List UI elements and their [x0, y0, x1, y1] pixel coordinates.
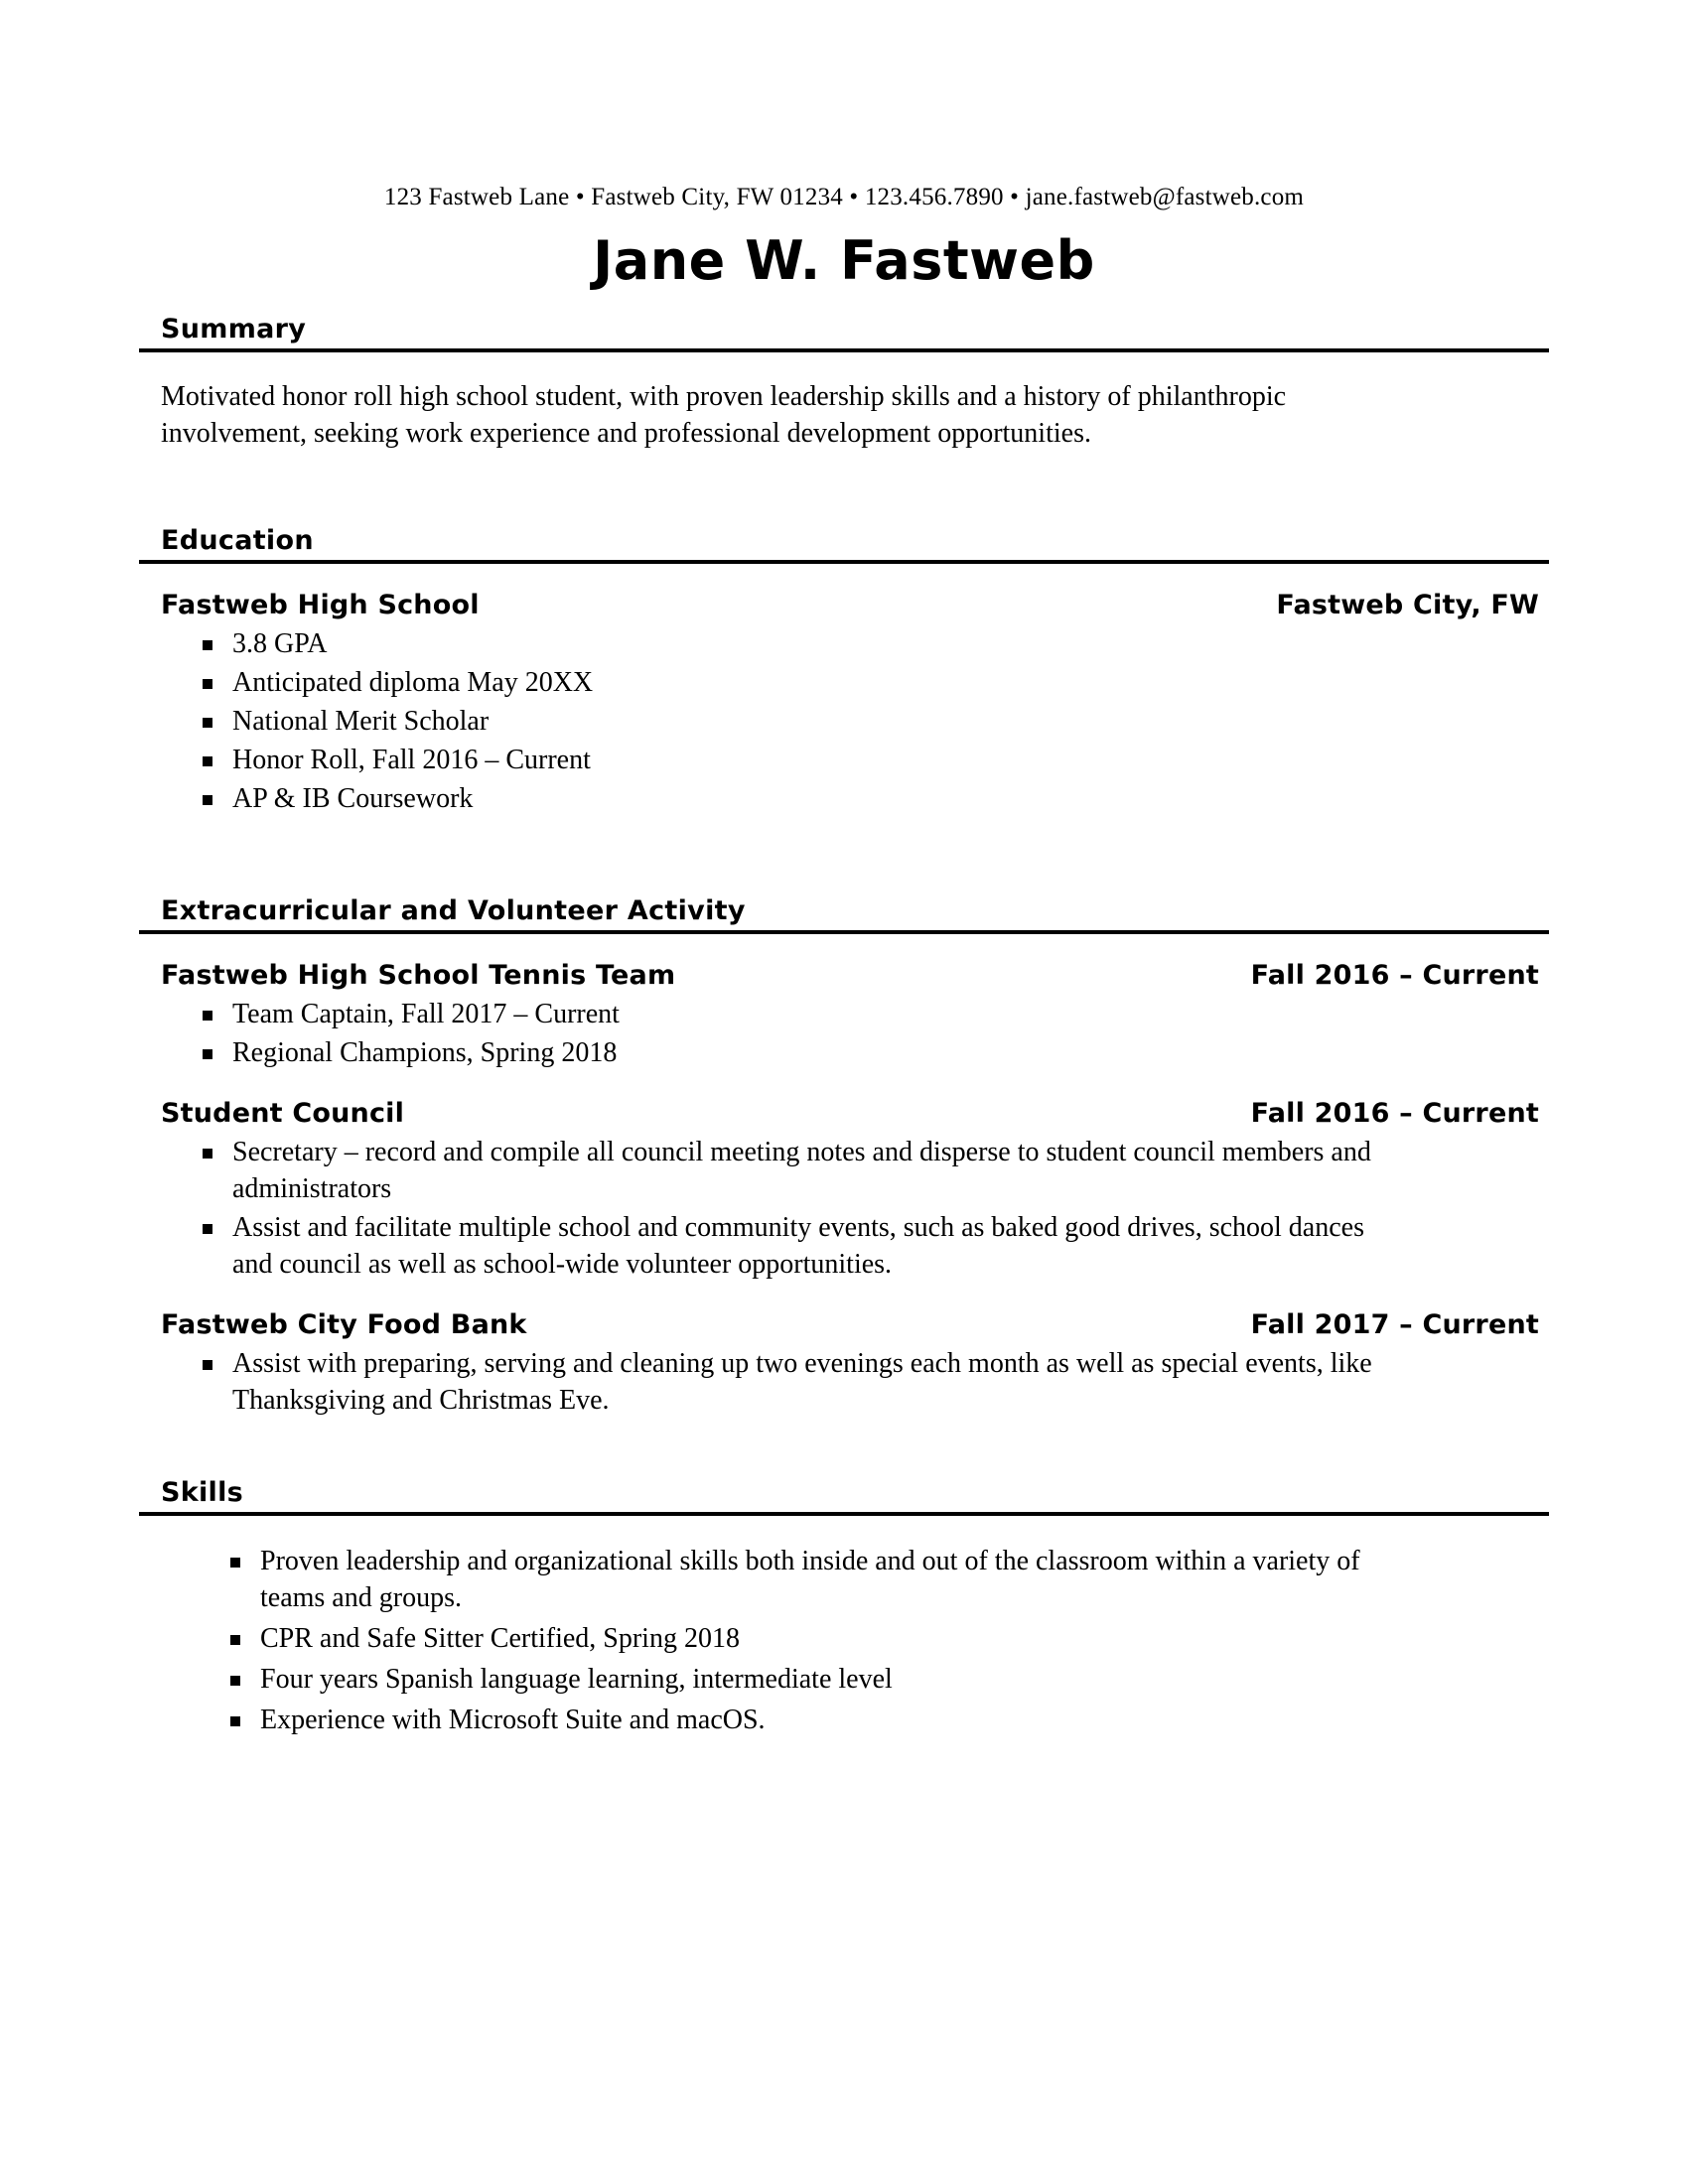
list-item: AP & IB Coursework	[161, 781, 1394, 818]
education-entry	[161, 590, 1549, 818]
activity-entry-food-bank	[161, 1309, 1549, 1420]
entry-title: Fastweb High School Tennis Team	[161, 960, 676, 992]
entry-title: Student Council	[161, 1098, 405, 1130]
section-extracurricular	[139, 895, 1549, 1420]
section-heading-education: Education	[139, 525, 1549, 564]
list-item: Proven leadership and organizational skills both inside and out of the classroom within a variety of teams and groups.	[161, 1544, 1422, 1617]
entry-bullet-list	[161, 1346, 1549, 1420]
section-body-education	[139, 590, 1549, 818]
activity-entry-tennis	[161, 960, 1549, 1072]
entry-header	[161, 590, 1549, 620]
list-item: CPR and Safe Sitter Certified, Spring 2018	[161, 1621, 1422, 1658]
list-item: Four years Spanish language learning, intermediate level	[161, 1662, 1422, 1699]
spacer	[139, 818, 1549, 895]
entry-dates: Fall 2017 – Current	[1250, 1308, 1539, 1340]
list-item: Assist and facilitate multiple school and community events, such as baked good drives, school dances and council as well as school-wide volunteer opportunities.	[161, 1210, 1394, 1284]
section-body-extracurricular	[139, 960, 1549, 1420]
list-item: Secretary – record and compile all council meeting notes and disperse to student council members and administrators	[161, 1135, 1394, 1208]
candidate-name: Jane W. Fastweb	[593, 229, 1095, 292]
section-summary	[139, 314, 1549, 452]
entry-dates: Fall 2016 – Current	[1250, 960, 1539, 992]
entry-title: Fastweb City Food Bank	[161, 1308, 527, 1340]
spacer	[139, 1420, 1549, 1477]
list-item: Anticipated diploma May 20XX	[161, 665, 1394, 702]
entry-bullet-list	[161, 626, 1549, 818]
contact-line: 123 Fastweb Lane • Fastweb City, FW 01234 • 123.456.7890 • jane.fastweb@fastweb.com	[383, 184, 1305, 210]
summary-paragraph: Motivated honor roll high school student, with proven leadership skills and a history of philanthropic involvement, seeking work experience and professional development opportunities.	[161, 381, 1287, 450]
section-body-summary	[139, 378, 1549, 452]
entry-header	[161, 1098, 1549, 1129]
entry-header	[161, 1309, 1549, 1340]
skills-bullet-list	[161, 1544, 1549, 1739]
section-skills	[139, 1477, 1549, 1739]
list-item: Honor Roll, Fall 2016 – Current	[161, 743, 1394, 779]
list-item: Assist with preparing, serving and cleaning up two evenings each month as well as special events, like Thanksgiving and Christmas Eve.	[161, 1346, 1394, 1420]
list-item: 3.8 GPA	[161, 626, 1394, 663]
list-item: Team Captain, Fall 2017 – Current	[161, 997, 1394, 1033]
entry-dates: Fall 2016 – Current	[1250, 1098, 1539, 1130]
entry-location: Fastweb City, FW	[1276, 590, 1539, 621]
spacer	[139, 452, 1549, 525]
list-item: National Merit Scholar	[161, 704, 1394, 741]
list-item: Regional Champions, Spring 2018	[161, 1035, 1394, 1072]
section-education	[139, 525, 1549, 818]
activity-entry-student-council	[161, 1098, 1549, 1284]
entry-title: Fastweb High School	[161, 590, 480, 621]
entry-bullet-list	[161, 1135, 1549, 1284]
entry-bullet-list	[161, 997, 1549, 1072]
section-body-skills	[139, 1544, 1549, 1739]
section-heading-extracurricular: Extracurricular and Volunteer Activity	[139, 895, 1549, 934]
list-item: Experience with Microsoft Suite and macOS.	[161, 1703, 1422, 1739]
section-heading-skills: Skills	[139, 1477, 1549, 1516]
section-heading-summary: Summary	[139, 314, 1549, 352]
entry-header	[161, 960, 1549, 991]
